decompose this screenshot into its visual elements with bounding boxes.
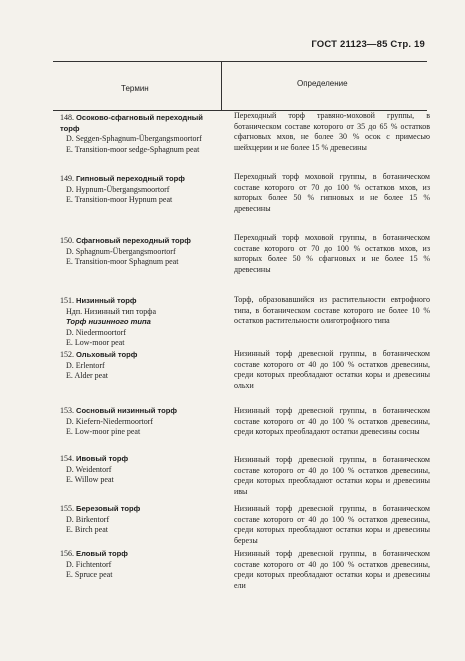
term-number: 154. bbox=[60, 454, 74, 463]
definition-152: Низинный торф древесной группы, в ботаническом составе которого от 40 до 100 % остатков древесины, среди которых преобладают остатки коры и древесины ольхи bbox=[234, 349, 430, 390]
term-title: Гипновый переходный торф bbox=[76, 174, 185, 183]
term-deprecated: Ндп. Низинный тип торфа bbox=[66, 306, 157, 316]
column-divider bbox=[221, 62, 222, 110]
term-153 bbox=[60, 406, 210, 438]
term-translation-de: D. Seggen-Sphagnum-Übergangsmoortorf bbox=[66, 134, 202, 144]
term-translation-en: E. Transition-moor Hypnum peat bbox=[66, 195, 173, 205]
term-149 bbox=[60, 174, 210, 206]
term-translation-en: E. Spruce peat bbox=[66, 570, 113, 580]
term-translation-en: E. Low-moor peat bbox=[66, 338, 125, 348]
term-translation-en: E. Alder peat bbox=[66, 371, 108, 381]
term-number: 152. bbox=[60, 350, 74, 359]
definition-150: Переходный торф моховой группы, в ботаническом составе которого от 70 до 100 % остатков мхов, из которых более 50 % сфагновых и не более 15 % древесины bbox=[234, 233, 430, 274]
term-title: Осоково-сфагновый переходный торф bbox=[60, 113, 203, 133]
table-header bbox=[53, 62, 427, 111]
term-translation-de: D. Niedermoortorf bbox=[66, 327, 126, 337]
term-translation-de: D. Weidentorf bbox=[66, 464, 112, 474]
term-number: 148. bbox=[60, 113, 74, 122]
term-number: 150. bbox=[60, 236, 74, 245]
definition-148: Переходный торф травяно-моховой группы, в ботаническом составе которого от 35 до 65 % остатков сфагновых мхов, не более 30 % осок с примесью шейхцерии и не более 15 % древесины bbox=[234, 111, 430, 152]
definition-155: Низинный торф древесной группы, в ботаническом составе которого от 40 до 100 % остатков древесины, среди которых преобладают остатки коры и древесины березы bbox=[234, 504, 430, 545]
definition-154: Низинный торф древесной группы, в ботаническом составе которого от 40 до 100 % остатков древесины, среди которых преобладают остатки коры и древесины ивы bbox=[234, 455, 430, 496]
page-header: ГОСТ 21123—85 Стр. 19 bbox=[311, 39, 425, 50]
term-translation-en: E. Birch peat bbox=[66, 525, 108, 535]
term-number: 149. bbox=[60, 174, 74, 183]
term-translation-en: E. Low-moor pine peat bbox=[66, 427, 141, 437]
term-translation-de: D. Sphagnum-Übergangsmoortorf bbox=[66, 246, 176, 256]
column-header-term: Термин bbox=[121, 84, 149, 93]
term-title: Ивовый торф bbox=[76, 454, 129, 463]
term-translation-de: D. Erlentorf bbox=[66, 360, 105, 370]
term-number: 151. bbox=[60, 296, 74, 305]
term-title: Еловый торф bbox=[76, 549, 128, 558]
term-150 bbox=[60, 236, 210, 268]
definition-151: Торф, образовавшийся из растительности евтрофного типа, в ботаническом составе которого не более 10 % остатков растительности олиготрофного типа bbox=[234, 295, 430, 326]
definition-149: Переходный торф моховой группы, в ботаническом составе которого от 70 до 100 % остатков мхов, из которых более 50 % гипновых и не более 15 % древесины bbox=[234, 172, 430, 213]
term-number: 156. bbox=[60, 549, 74, 558]
term-155 bbox=[60, 504, 210, 536]
term-translation-en: E. Transition-moor sedge-Sphagnum peat bbox=[66, 144, 200, 154]
term-title: Сфагновый переходный торф bbox=[76, 236, 191, 245]
term-translation-de: D. Fichtentorf bbox=[66, 559, 112, 569]
term-translation-en: E. Willow peat bbox=[66, 475, 114, 485]
term-154 bbox=[60, 454, 210, 486]
term-title: Ольховый торф bbox=[76, 350, 138, 359]
definition-156: Низинный торф древесной группы, в ботаническом составе которого от 40 до 100 % остатков древесины, среди которых преобладают остатки коры и древесины ели bbox=[234, 549, 430, 590]
term-number: 153. bbox=[60, 406, 74, 415]
term-152 bbox=[60, 350, 210, 382]
term-title: Сосновый низинный торф bbox=[76, 406, 178, 415]
definition-153: Низинный торф древесной группы, в ботаническом составе которого от 40 до 100 % остатков древесины, среди которых преобладают остатки древесины сосны bbox=[234, 406, 430, 437]
term-translation-de: D. Birkentorf bbox=[66, 514, 110, 524]
term-title: Низинный торф bbox=[76, 296, 137, 305]
terms-table bbox=[53, 61, 427, 111]
term-translation-de: D. Hypnum-Übergangsmoortorf bbox=[66, 184, 170, 194]
term-deprecated-alt: Торф низинного типа bbox=[66, 317, 151, 327]
term-156 bbox=[60, 549, 210, 581]
term-title: Березовый торф bbox=[76, 504, 141, 513]
term-translation-de: D. Kiefern-Niedermoortorf bbox=[66, 416, 154, 426]
term-translation-en: E. Transition-moor Sphagnum peat bbox=[66, 257, 179, 267]
term-151 bbox=[60, 296, 210, 349]
term-number: 155. bbox=[60, 504, 74, 513]
term-148 bbox=[60, 113, 210, 155]
column-header-definition: Определение bbox=[297, 79, 348, 88]
